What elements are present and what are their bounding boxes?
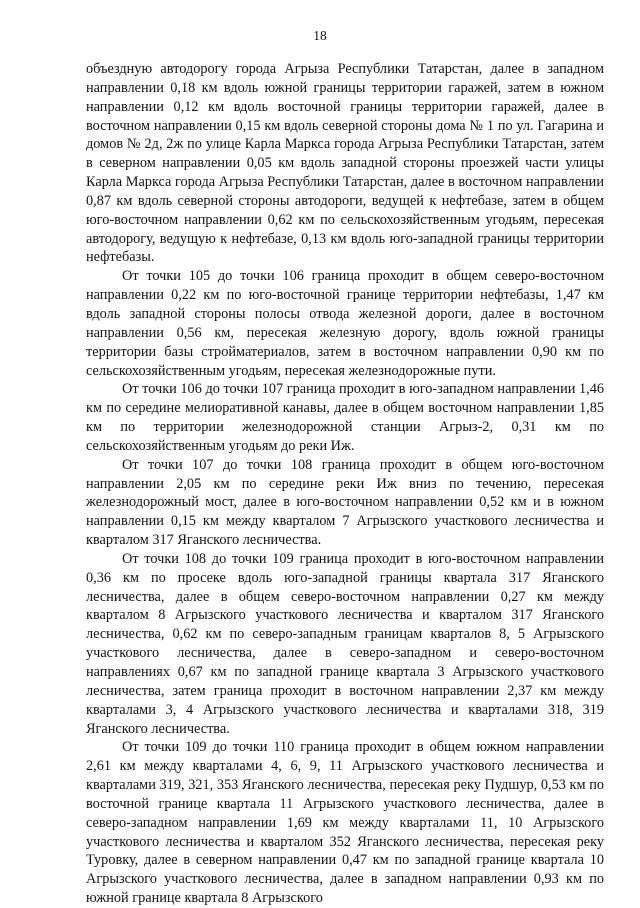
paragraph-point-105-106: От точки 105 до точки 106 граница проходит в общем северо-восточном направлении 0,22 км по юго-восточной границе территории нефтебазы, 1,47 км вдоль западной стороны полосы отвода железной дороги, далее в восточном направлении 0,56 км, пересекая железную дорогу, вдоль южной границы территории базы стройматериалов, затем в восточном направлении 0,90 км по сельскохозяйственным угодьям, пересекая железнодорожные пути. [86,268,604,379]
paragraph-point-109-110: От точки 109 до точки 110 граница проходит в общем южном направлении 2,61 км между кварталами 4, 6, 9, 11 Агрызского участкового лесничества и кварталами 319, 321, 353 Яганского лесничества, пересекая реку Пудшур, 0,53 км по восточной границе квартала 11 Агрызского участкового лесничества, далее в северо-западном направлении 1,69 км между кварталами 11, 10 Агрызского участкового лесничества и кварталом 352 Яганского лесничества, пересекая реку Туровку, далее в северном направлении 0,47 км по западной границе квартала 10 Агрызского участкового лесничества, далее в западном направлении 0,93 км по южной границе квартала 8 Агрызского [86,739,604,907]
paragraph-point-107-108: От точки 107 до точки 108 граница проходит в общем юго-восточном направлении 2,05 км по середине реки Иж вниз по течению, пересекая железнодорожный мост, далее в юго-восточном направлении 0,52 км и в южном направлении 0,15 км между кварталом 7 Агрызского участкового лесничества и кварталом 317 Яганского лесничества. [86,456,604,549]
document-body [86,60,604,908]
paragraph-point-108-109: От точки 108 до точки 109 граница проходит в юго-восточном направлении 0,36 км по просеке вдоль юго-западной границы квартала 317 Яганского лесничества, далее в общем северо-восточном направлении 0,27 км между кварталом 8 Агрызского участкового лесничества и кварталом 317 Яганского лесничества, 0,62 км по северо-западным границам кварталов 8, 5 Агрызского участкового лесничества, далее в северо-западном и северо-восточном направлениях 0,67 км по западной границе квартала 3 Агрызского участкового лесничества, затем граница проходит в восточном направлении 2,37 км между кварталами 3, 4 Агрызского участкового лесничества и кварталами 318, 319 Яганского лесничества. [86,550,604,737]
paragraph-point-106-107: От точки 106 до точки 107 граница проходит в юго-западном направлении 1,46 км по середине мелиоративной канавы, далее в общем восточном направлении 1,85 км по территории железнодорожной станции Агрыз-2, 0,31 км по сельскохозяйственным угодьям до реки Иж. [86,381,604,454]
page-number: 18 [313,28,327,43]
paragraph-continuation: объездную автодорогу города Агрыза Республики Татарстан, далее в западном направлении 0,18 км вдоль южной границы территории гаражей, затем в южном направлении 0,12 км вдоль восточной границы территории гаражей, далее в восточном направлении 0,15 км вдоль северной стороны дома № 1 по ул. Гагарина и домов № 2д, 2ж по улице Карла Маркса города Агрыза Республики Татарстан, затем в северном направлении 0,05 км вдоль западной стороны проезжей части улицы Карла Маркса города Агрыза Республики Татарстан, далее в восточном направлении 0,87 км вдоль северной стороны автодороги, ведущей к нефтебазе, затем в общем юго-восточном направлении 0,62 км по сельскохозяйственным угодьям, пересекая автодорогу, ведущую к нефтебазе, 0,13 км вдоль юго-западной границы территории нефтебазы. [86,61,604,266]
